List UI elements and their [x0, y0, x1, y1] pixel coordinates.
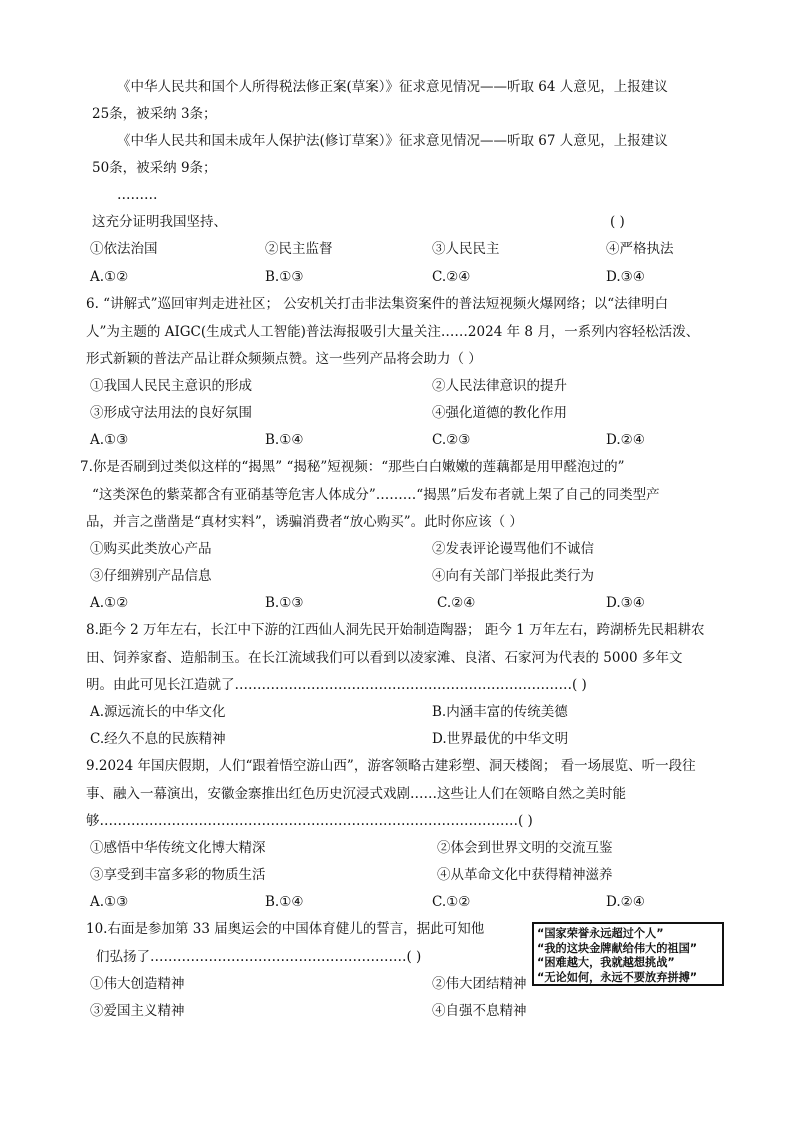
q5-choice-b: B.①③	[265, 269, 304, 285]
q7-choice-d: D.③④	[606, 595, 645, 611]
q7-option-1: ①购买此类放心产品	[90, 541, 212, 557]
q5-option-3: ③人民民主	[432, 241, 500, 257]
q6-option-3: ③形成守法用法的良好氛围	[90, 405, 252, 421]
q5-choice-a: A.①②	[90, 269, 129, 285]
q5-option-2: ②民主监督	[265, 241, 333, 257]
q5-choice-c: C.②④	[432, 269, 471, 285]
q6-choice-d: D.②④	[606, 432, 645, 448]
q6-line-2: 人”为主题的 AIGC(生成式人工智能)普法海报吸引大量关注……2024 年 8 月，一系列内容轻松活泼、	[86, 324, 700, 340]
law2-line-b: 50条，被采纳 9条；	[92, 160, 217, 176]
q7-line-3: 品，并言之凿凿是“真材实料”，诱骗消费者“放心购买”。此时你应该（ ）	[86, 514, 523, 530]
q7-line-1: 7.你是否刷到过类似这样的“揭黑” “揭秘”短视频：“那些白白嫩嫩的莲藕都是用甲醛泡过的”	[80, 459, 625, 475]
q9-choice-b: B.①④	[265, 894, 304, 910]
q6-line-1: 6. “讲解式”巡回审判走进社区； 公安机关打击非法集资案件的普法短视频火爆网络；以“法律明白	[86, 296, 669, 312]
q8-line-1: 8.距今 2 万年左右，长江中下游的江西仙人洞先民开始制造陶器； 距今 1 万年左右，跨湖桥先民耜耕农	[86, 622, 705, 638]
q9-choice-a: A.①③	[90, 894, 129, 910]
q9-choice-c: C.①②	[432, 894, 471, 910]
oath-line-2: “我的这块金牌献给伟大的祖国”	[537, 941, 698, 955]
q10-option-2: ②伟大团结精神	[432, 976, 527, 992]
q6-line-3: 形式新颖的普法产品让群众频频点赞。这一些列产品将会助力（ ）	[86, 351, 482, 367]
q5-answer-paren: ( )	[610, 214, 625, 230]
q10-line-1: 10.右面是参加第 33 届奥运会的中国体育健儿的誓言，据此可知他	[86, 921, 485, 937]
q10-line-2: 们弘扬了…………………………………………………( )	[96, 949, 422, 965]
q9-option-2: ②体会到世界文明的交流互鉴	[437, 840, 613, 856]
q7-option-4: ④向有关部门举报此类行为	[432, 568, 594, 584]
q7-option-3: ③仔细辨别产品信息	[90, 568, 212, 584]
q6-option-2: ②人民法律意识的提升	[432, 378, 567, 394]
oath-line-1: “国家荣誉永远超过个人”	[537, 927, 664, 940]
q7-choice-a: A.①②	[90, 595, 129, 611]
q8-choice-c: C.经久不息的民族精神	[90, 731, 226, 747]
q7-line-2: “这类深色的紫菜都含有亚硝基等危害人体成分”………“揭黑”后发布者就上架了自己的同类型产	[92, 487, 660, 503]
q5-stem: 这充分证明我国坚持、	[92, 214, 227, 230]
law1-line-b: 25条，被采纳 3条；	[92, 106, 217, 122]
q6-option-1: ①我国人民民主意识的形成	[90, 378, 252, 394]
q6-choice-c: C.②③	[432, 432, 471, 448]
q6-choice-b: B.①④	[265, 432, 304, 448]
q9-option-3: ③享受到丰富多彩的物质生活	[90, 867, 266, 883]
q9-line-3: 够…………………………………………………………………………………( )	[86, 813, 533, 829]
q9-option-4: ④从革命文化中获得精神滋养	[437, 867, 613, 883]
athlete-oath-box	[532, 922, 724, 986]
q7-choice-c: C.②④	[437, 595, 476, 611]
law1-line-a: 《中华人民共和国个人所得税法修正案(草案）》征求意见情况——听取 64 人意见，上报建议	[117, 79, 668, 95]
q9-option-1: ①感悟中华传统文化博大精深	[90, 840, 266, 856]
q8-choice-d: D.世界最优的中华文明	[432, 731, 569, 747]
law2-line-a: 《中华人民共和国未成年人保护法(修订草案）》征求意见情况——听取 67 人意见，上报建议	[117, 133, 668, 149]
q5-option-4: ④严格执法	[606, 241, 674, 257]
q8-line-3: 明。由此可见长江造就了…………………………………………………………………( )	[86, 677, 587, 693]
q10-option-3: ③爱国主义精神	[90, 1003, 185, 1019]
oath-line-4: “无论如何，永远不要放弃拼搏”	[537, 970, 698, 984]
q9-line-1: 9.2024 年国庆假期，人们“跟着悟空游山西”，游客领略古建彩塑、洞天楼阁； 看一场展览、听一段往	[86, 758, 696, 774]
q5-choice-d: D.③④	[606, 269, 645, 285]
q8-choice-a: A.源远流长的中华文化	[90, 704, 226, 720]
q10-option-1: ①伟大创造精神	[90, 976, 185, 992]
q5-option-1: ①依法治国	[90, 241, 158, 257]
q8-choice-b: B.内涵丰富的传统美德	[432, 704, 568, 720]
oath-line-3: “困难越大，我就越想挑战”	[537, 956, 675, 969]
ellipsis: ………	[117, 187, 158, 203]
q9-choice-d: D.②④	[606, 894, 645, 910]
q8-line-2: 田、饲养家畜、造船制玉。在长江流域我们可以看到以凌家滩、良渚、石家河为代表的 5000 多年文	[86, 650, 683, 666]
q7-choice-b: B.①③	[265, 595, 304, 611]
q6-choice-a: A.①③	[90, 432, 129, 448]
q6-option-4: ④强化道德的教化作用	[432, 405, 567, 421]
q7-option-2: ②发表评论谩骂他们不诚信	[432, 541, 594, 557]
q10-option-4: ④自强不息精神	[432, 1003, 527, 1019]
q9-line-2: 事、融入一幕演出，安徽金寨推出红色历史沉浸式戏剧……这些让人们在领略自然之美时能	[86, 786, 626, 802]
